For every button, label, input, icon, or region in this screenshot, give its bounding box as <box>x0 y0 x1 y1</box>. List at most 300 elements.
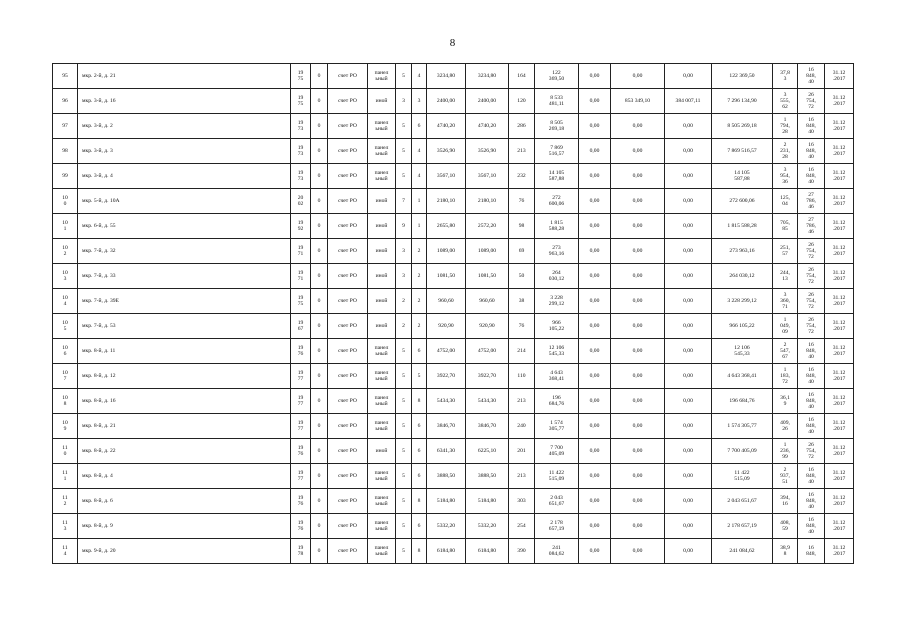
cell-entrances: 6 <box>412 114 427 139</box>
cell-floors: 3 <box>396 239 412 264</box>
cell-total-area: 3922,70 <box>427 364 466 389</box>
table-row <box>53 514 854 539</box>
cell-unit-cost: 38,9 8 <box>773 539 798 564</box>
cell-cost-regional: 0,00 <box>611 189 665 214</box>
cell-floors: 3 <box>396 89 412 114</box>
cell-unit-cost: 705, 85 <box>773 214 798 239</box>
cell-cost-federal: 0,00 <box>579 239 611 264</box>
cell-entrances: 4 <box>412 164 427 189</box>
cell-completion-date: 31.12 .2017 <box>825 489 854 514</box>
cell-completion-date: 31.12 .2017 <box>825 439 854 464</box>
cell-fund-method: счет РО <box>328 339 368 364</box>
cell-living-area: 960,60 <box>466 289 509 314</box>
cell-total-cost: 264 030,12 <box>535 264 579 289</box>
cell-total-cost: 196 684,76 <box>535 389 579 414</box>
cell-cost-federal: 0,00 <box>579 489 611 514</box>
cell-year-built: 20 02 <box>291 189 311 214</box>
cell-cost-federal: 0,00 <box>579 539 611 564</box>
table-body <box>53 64 854 564</box>
cell-year-built: 19 75 <box>291 289 311 314</box>
cell-floors: 5 <box>396 514 412 539</box>
cell-unit-cost: 3 954, 36 <box>773 164 798 189</box>
cell-cost-federal: 0,00 <box>579 514 611 539</box>
cell-address: мкр. 5-й, д. 10А <box>78 189 291 214</box>
cell-total-area: 3846,70 <box>427 414 466 439</box>
table-row <box>53 264 854 289</box>
cell-cost-owners: 264 030,12 <box>712 264 773 289</box>
cell-floors: 5 <box>396 489 412 514</box>
cell-cost-owners: 2 178 657,19 <box>712 514 773 539</box>
cell-cost-regional: 0,00 <box>611 439 665 464</box>
cell-row-number: 11 0 <box>53 439 78 464</box>
cell-cost-regional: 0,00 <box>611 314 665 339</box>
cell-cost-federal: 0,00 <box>579 214 611 239</box>
cell-max-unit-cost: 16 848, <box>798 539 825 564</box>
cell-cost-federal: 0,00 <box>579 89 611 114</box>
cell-completion-date: 31.12 .2017 <box>825 89 854 114</box>
cell-entrances: 6 <box>412 439 427 464</box>
cell-year-built: 19 71 <box>291 239 311 264</box>
cell-address: мкр. 2-й, д. 21 <box>78 64 291 89</box>
cell-total-area: 3526,90 <box>427 139 466 164</box>
cell-address: мкр. 8-й, д. 6 <box>78 489 291 514</box>
cell-cost-local: 0,00 <box>665 64 712 89</box>
cell-wall-material: панел ьный <box>368 414 396 439</box>
cell-row-number: 11 4 <box>53 539 78 564</box>
cell-total-area: 5434,30 <box>427 389 466 414</box>
cell-unit-cost: 2 937, 51 <box>773 464 798 489</box>
cell-year-built: 19 75 <box>291 64 311 89</box>
cell-fund-method: счет РО <box>328 89 368 114</box>
cell-total-cost: 14 105 587,88 <box>535 164 579 189</box>
cell-living-area: 2180,10 <box>466 189 509 214</box>
cell-wall-material: иной <box>368 264 396 289</box>
cell-row-number: 10 5 <box>53 314 78 339</box>
cell-living-area: 4752,00 <box>466 339 509 364</box>
cell-total-area: 4740,20 <box>427 114 466 139</box>
cell-entrances: 2 <box>412 289 427 314</box>
cell-address: мкр. 3-й, д. 3 <box>78 139 291 164</box>
cell-row-number: 95 <box>53 64 78 89</box>
cell-living-area: 5332,20 <box>466 514 509 539</box>
cell-cost-federal: 0,00 <box>579 414 611 439</box>
cell-cost-federal: 0,00 <box>579 439 611 464</box>
cell-address: мкр. 7-й, д. 33 <box>78 264 291 289</box>
table-row <box>53 364 854 389</box>
cell-wall-material: иной <box>368 439 396 464</box>
cell-max-unit-cost: 16 848, 40 <box>798 364 825 389</box>
cell-cost-local: 0,00 <box>665 339 712 364</box>
cell-cost-owners: 7 700 405,09 <box>712 439 773 464</box>
table-row <box>53 189 854 214</box>
cell-year-reconstruction: 0 <box>311 539 328 564</box>
cell-cost-regional: 0,00 <box>611 414 665 439</box>
cell-living-area: 920,90 <box>466 314 509 339</box>
cell-row-number: 11 3 <box>53 514 78 539</box>
cell-wall-material: панел ьный <box>368 464 396 489</box>
cell-fund-method: счет РО <box>328 189 368 214</box>
cell-residents: 254 <box>509 514 535 539</box>
cell-completion-date: 31.12 .2017 <box>825 464 854 489</box>
cell-total-area: 5184,80 <box>427 489 466 514</box>
cell-total-area: 920,90 <box>427 314 466 339</box>
cell-year-reconstruction: 0 <box>311 114 328 139</box>
cell-cost-regional: 0,00 <box>611 539 665 564</box>
cell-residents: 213 <box>509 464 535 489</box>
cell-entrances: 2 <box>412 239 427 264</box>
cell-year-reconstruction: 0 <box>311 514 328 539</box>
cell-unit-cost: 125, 04 <box>773 189 798 214</box>
cell-year-reconstruction: 0 <box>311 89 328 114</box>
cell-fund-method: счет РО <box>328 389 368 414</box>
cell-entrances: 1 <box>412 189 427 214</box>
cell-cost-federal: 0,00 <box>579 364 611 389</box>
cell-total-cost: 2 043 651,67 <box>535 489 579 514</box>
cell-living-area: 2572,20 <box>466 214 509 239</box>
cell-total-cost: 966 105,22 <box>535 314 579 339</box>
cell-unit-cost: 1 794, 28 <box>773 114 798 139</box>
cell-cost-regional: 0,00 <box>611 489 665 514</box>
cell-year-built: 19 73 <box>291 139 311 164</box>
cell-cost-regional: 0,00 <box>611 339 665 364</box>
cell-year-reconstruction: 0 <box>311 439 328 464</box>
table-row <box>53 489 854 514</box>
cell-year-built: 19 73 <box>291 164 311 189</box>
cell-max-unit-cost: 16 848, 40 <box>798 139 825 164</box>
cell-floors: 5 <box>396 389 412 414</box>
cell-residents: 201 <box>509 439 535 464</box>
cell-cost-local: 384 007,11 <box>665 89 712 114</box>
cell-total-area: 5332,20 <box>427 514 466 539</box>
cell-cost-local: 0,00 <box>665 164 712 189</box>
cell-cost-owners: 273 963,16 <box>712 239 773 264</box>
table-row <box>53 339 854 364</box>
cell-row-number: 10 6 <box>53 339 78 364</box>
cell-address: мкр. 6-й, д. 55 <box>78 214 291 239</box>
cell-living-area: 6184,80 <box>466 539 509 564</box>
cell-residents: 164 <box>509 64 535 89</box>
cell-max-unit-cost: 26 754, 72 <box>798 264 825 289</box>
cell-total-area: 3234,80 <box>427 64 466 89</box>
cell-wall-material: иной <box>368 89 396 114</box>
cell-total-cost: 12 106 545,33 <box>535 339 579 364</box>
cell-cost-owners: 1 815 588,28 <box>712 214 773 239</box>
cell-cost-regional: 853 349,10 <box>611 89 665 114</box>
cell-residents: 232 <box>509 164 535 189</box>
table-row <box>53 214 854 239</box>
cell-floors: 5 <box>396 114 412 139</box>
cell-wall-material: панел ьный <box>368 64 396 89</box>
cell-wall-material: панел ьный <box>368 114 396 139</box>
table-row <box>53 439 854 464</box>
cell-year-reconstruction: 0 <box>311 164 328 189</box>
cell-total-area: 1089,00 <box>427 239 466 264</box>
page-number: 8 <box>449 37 456 49</box>
table-row <box>53 539 854 564</box>
cell-address: мкр. 7-й, д. 39Е <box>78 289 291 314</box>
cell-total-cost: 1 815 588,28 <box>535 214 579 239</box>
cell-row-number: 11 2 <box>53 489 78 514</box>
cell-entrances: 2 <box>412 314 427 339</box>
cell-year-built: 19 77 <box>291 389 311 414</box>
cell-residents: 38 <box>509 289 535 314</box>
cell-completion-date: 31.12 .2017 <box>825 64 854 89</box>
cell-cost-local: 0,00 <box>665 114 712 139</box>
cell-cost-local: 0,00 <box>665 439 712 464</box>
cell-fund-method: счет РО <box>328 289 368 314</box>
cell-residents: 390 <box>509 539 535 564</box>
cell-floors: 5 <box>396 364 412 389</box>
cell-completion-date: 31.12 .2017 <box>825 289 854 314</box>
cell-completion-date: 31.12 .2017 <box>825 114 854 139</box>
cell-unit-cost: 408, 59 <box>773 514 798 539</box>
cell-total-area: 6184,80 <box>427 539 466 564</box>
cell-cost-regional: 0,00 <box>611 214 665 239</box>
cell-year-reconstruction: 0 <box>311 364 328 389</box>
cell-cost-owners: 272 600,06 <box>712 189 773 214</box>
cell-max-unit-cost: 27 786, 46 <box>798 189 825 214</box>
cell-residents: 213 <box>509 389 535 414</box>
cell-unit-cost: 394, 16 <box>773 489 798 514</box>
cell-address: мкр. 3-й, д. 4 <box>78 164 291 189</box>
cell-row-number: 99 <box>53 164 78 189</box>
cell-cost-local: 0,00 <box>665 314 712 339</box>
cell-max-unit-cost: 27 786, 46 <box>798 214 825 239</box>
cell-completion-date: 31.12 .2017 <box>825 164 854 189</box>
cell-living-area: 6225,10 <box>466 439 509 464</box>
cell-wall-material: иной <box>368 314 396 339</box>
cell-year-built: 19 76 <box>291 439 311 464</box>
cell-completion-date: 31.12 .2017 <box>825 414 854 439</box>
cell-max-unit-cost: 16 848, 40 <box>798 114 825 139</box>
table-row <box>53 414 854 439</box>
cell-floors: 9 <box>396 214 412 239</box>
cell-unit-cost: 37,8 3 <box>773 64 798 89</box>
cell-residents: 98 <box>509 214 535 239</box>
cell-total-area: 2655,80 <box>427 214 466 239</box>
cell-total-area: 2400,00 <box>427 89 466 114</box>
cell-fund-method: счет РО <box>328 239 368 264</box>
cell-cost-federal: 0,00 <box>579 189 611 214</box>
cell-residents: 76 <box>509 314 535 339</box>
cell-row-number: 97 <box>53 114 78 139</box>
cell-cost-owners: 12 106 545,33 <box>712 339 773 364</box>
cell-cost-regional: 0,00 <box>611 264 665 289</box>
cell-year-built: 19 77 <box>291 364 311 389</box>
cell-total-area: 960,60 <box>427 289 466 314</box>
cell-row-number: 10 7 <box>53 364 78 389</box>
cell-year-built: 19 77 <box>291 464 311 489</box>
cell-wall-material: панел ьный <box>368 364 396 389</box>
cell-living-area: 3846,70 <box>466 414 509 439</box>
cell-max-unit-cost: 16 848, 40 <box>798 514 825 539</box>
cell-cost-local: 0,00 <box>665 189 712 214</box>
cell-entrances: 6 <box>412 339 427 364</box>
cell-wall-material: иной <box>368 189 396 214</box>
cell-completion-date: 31.12 .2017 <box>825 314 854 339</box>
cell-year-reconstruction: 0 <box>311 464 328 489</box>
cell-address: мкр. 7-й, д. 53 <box>78 314 291 339</box>
cell-residents: 110 <box>509 364 535 389</box>
cell-wall-material: панел ьный <box>368 339 396 364</box>
cell-cost-regional: 0,00 <box>611 139 665 164</box>
housing-repair-table <box>52 63 854 564</box>
cell-unit-cost: 2 547, 67 <box>773 339 798 364</box>
cell-year-reconstruction: 0 <box>311 414 328 439</box>
cell-entrances: 6 <box>412 464 427 489</box>
cell-living-area: 1089,00 <box>466 239 509 264</box>
cell-residents: 213 <box>509 139 535 164</box>
cell-cost-owners: 966 105,22 <box>712 314 773 339</box>
cell-wall-material: панел ьный <box>368 389 396 414</box>
cell-address: мкр. 8-й, д. 11 <box>78 339 291 364</box>
cell-cost-federal: 0,00 <box>579 389 611 414</box>
cell-fund-method: счет РО <box>328 114 368 139</box>
cell-cost-regional: 0,00 <box>611 289 665 314</box>
cell-completion-date: 31.12 .2017 <box>825 539 854 564</box>
cell-fund-method: счет РО <box>328 539 368 564</box>
cell-year-built: 19 67 <box>291 314 311 339</box>
cell-cost-federal: 0,00 <box>579 64 611 89</box>
cell-residents: 303 <box>509 489 535 514</box>
cell-floors: 5 <box>396 539 412 564</box>
cell-row-number: 10 8 <box>53 389 78 414</box>
cell-residents: 240 <box>509 414 535 439</box>
cell-unit-cost: 1 236, 99 <box>773 439 798 464</box>
cell-year-built: 19 75 <box>291 89 311 114</box>
cell-cost-regional: 0,00 <box>611 64 665 89</box>
cell-year-built: 19 76 <box>291 514 311 539</box>
table-row <box>53 164 854 189</box>
cell-cost-local: 0,00 <box>665 264 712 289</box>
cell-entrances: 4 <box>412 64 427 89</box>
cell-cost-regional: 0,00 <box>611 514 665 539</box>
table-row <box>53 89 854 114</box>
cell-year-built: 19 73 <box>291 114 311 139</box>
cell-living-area: 2400,00 <box>466 89 509 114</box>
cell-max-unit-cost: 16 848, 40 <box>798 64 825 89</box>
cell-cost-regional: 0,00 <box>611 114 665 139</box>
cell-entrances: 1 <box>412 214 427 239</box>
cell-residents: 214 <box>509 339 535 364</box>
cell-cost-federal: 0,00 <box>579 139 611 164</box>
cell-year-built: 19 76 <box>291 489 311 514</box>
cell-entrances: 6 <box>412 514 427 539</box>
cell-total-cost: 273 963,16 <box>535 239 579 264</box>
cell-floors: 5 <box>396 164 412 189</box>
cell-max-unit-cost: 16 848, 40 <box>798 164 825 189</box>
cell-floors: 5 <box>396 464 412 489</box>
cell-unit-cost: 1 183, 72 <box>773 364 798 389</box>
cell-cost-owners: 4 643 368,41 <box>712 364 773 389</box>
cell-wall-material: панел ьный <box>368 139 396 164</box>
cell-row-number: 11 1 <box>53 464 78 489</box>
table-row <box>53 389 854 414</box>
cell-fund-method: счет РО <box>328 414 368 439</box>
cell-year-built: 19 71 <box>291 264 311 289</box>
cell-floors: 5 <box>396 439 412 464</box>
cell-cost-owners: 11 422 515,09 <box>712 464 773 489</box>
cell-cost-federal: 0,00 <box>579 114 611 139</box>
cell-year-built: 19 77 <box>291 414 311 439</box>
cell-address: мкр. 8-й, д. 4 <box>78 464 291 489</box>
cell-wall-material: иной <box>368 214 396 239</box>
cell-floors: 5 <box>396 64 412 89</box>
table-row <box>53 314 854 339</box>
cell-completion-date: 31.12 .2017 <box>825 214 854 239</box>
cell-fund-method: счет РО <box>328 364 368 389</box>
cell-max-unit-cost: 26 754, 72 <box>798 289 825 314</box>
cell-cost-owners: 8 505 269,18 <box>712 114 773 139</box>
cell-living-area: 3888,50 <box>466 464 509 489</box>
cell-entrances: 8 <box>412 489 427 514</box>
cell-address: мкр. 3-й, д. 2 <box>78 114 291 139</box>
cell-cost-local: 0,00 <box>665 489 712 514</box>
cell-max-unit-cost: 16 848, 40 <box>798 414 825 439</box>
cell-year-reconstruction: 0 <box>311 389 328 414</box>
cell-address: мкр. 8-й, д. 22 <box>78 439 291 464</box>
cell-year-reconstruction: 0 <box>311 64 328 89</box>
cell-year-reconstruction: 0 <box>311 139 328 164</box>
cell-wall-material: иной <box>368 239 396 264</box>
cell-completion-date: 31.12 .2017 <box>825 339 854 364</box>
cell-row-number: 10 9 <box>53 414 78 439</box>
cell-unit-cost: 2 231, 28 <box>773 139 798 164</box>
cell-cost-regional: 0,00 <box>611 464 665 489</box>
cell-completion-date: 31.12 .2017 <box>825 514 854 539</box>
cell-wall-material: панел ьный <box>368 539 396 564</box>
cell-total-cost: 7 700 405,09 <box>535 439 579 464</box>
cell-max-unit-cost: 26 754, 72 <box>798 89 825 114</box>
cell-address: мкр. 9-й, д. 20 <box>78 539 291 564</box>
cell-cost-local: 0,00 <box>665 514 712 539</box>
cell-total-area: 4752,00 <box>427 339 466 364</box>
cell-cost-owners: 196 684,76 <box>712 389 773 414</box>
cell-year-reconstruction: 0 <box>311 189 328 214</box>
cell-fund-method: счет РО <box>328 489 368 514</box>
cell-year-reconstruction: 0 <box>311 314 328 339</box>
cell-total-area: 3567,10 <box>427 164 466 189</box>
cell-year-reconstruction: 0 <box>311 239 328 264</box>
cell-entrances: 8 <box>412 539 427 564</box>
cell-floors: 5 <box>396 139 412 164</box>
cell-row-number: 10 4 <box>53 289 78 314</box>
table-row <box>53 139 854 164</box>
cell-entrances: 6 <box>412 414 427 439</box>
cell-address: мкр. 8-й, д. 12 <box>78 364 291 389</box>
cell-cost-local: 0,00 <box>665 239 712 264</box>
cell-unit-cost: 1 049, 09 <box>773 314 798 339</box>
cell-max-unit-cost: 16 848, 40 <box>798 464 825 489</box>
cell-entrances: 3 <box>412 89 427 114</box>
cell-total-cost: 122 369,50 <box>535 64 579 89</box>
cell-cost-owners: 122 369,50 <box>712 64 773 89</box>
cell-floors: 7 <box>396 189 412 214</box>
cell-cost-federal: 0,00 <box>579 464 611 489</box>
cell-total-cost: 2 178 657,19 <box>535 514 579 539</box>
cell-cost-local: 0,00 <box>665 364 712 389</box>
cell-living-area: 3567,10 <box>466 164 509 189</box>
cell-total-cost: 7 869 516,57 <box>535 139 579 164</box>
cell-residents: 76 <box>509 189 535 214</box>
cell-floors: 2 <box>396 289 412 314</box>
cell-cost-regional: 0,00 <box>611 164 665 189</box>
cell-unit-cost: 3 360, 71 <box>773 289 798 314</box>
cell-completion-date: 31.12 .2017 <box>825 364 854 389</box>
cell-total-cost: 272 600,06 <box>535 189 579 214</box>
cell-cost-local: 0,00 <box>665 289 712 314</box>
cell-max-unit-cost: 16 848, 40 <box>798 489 825 514</box>
